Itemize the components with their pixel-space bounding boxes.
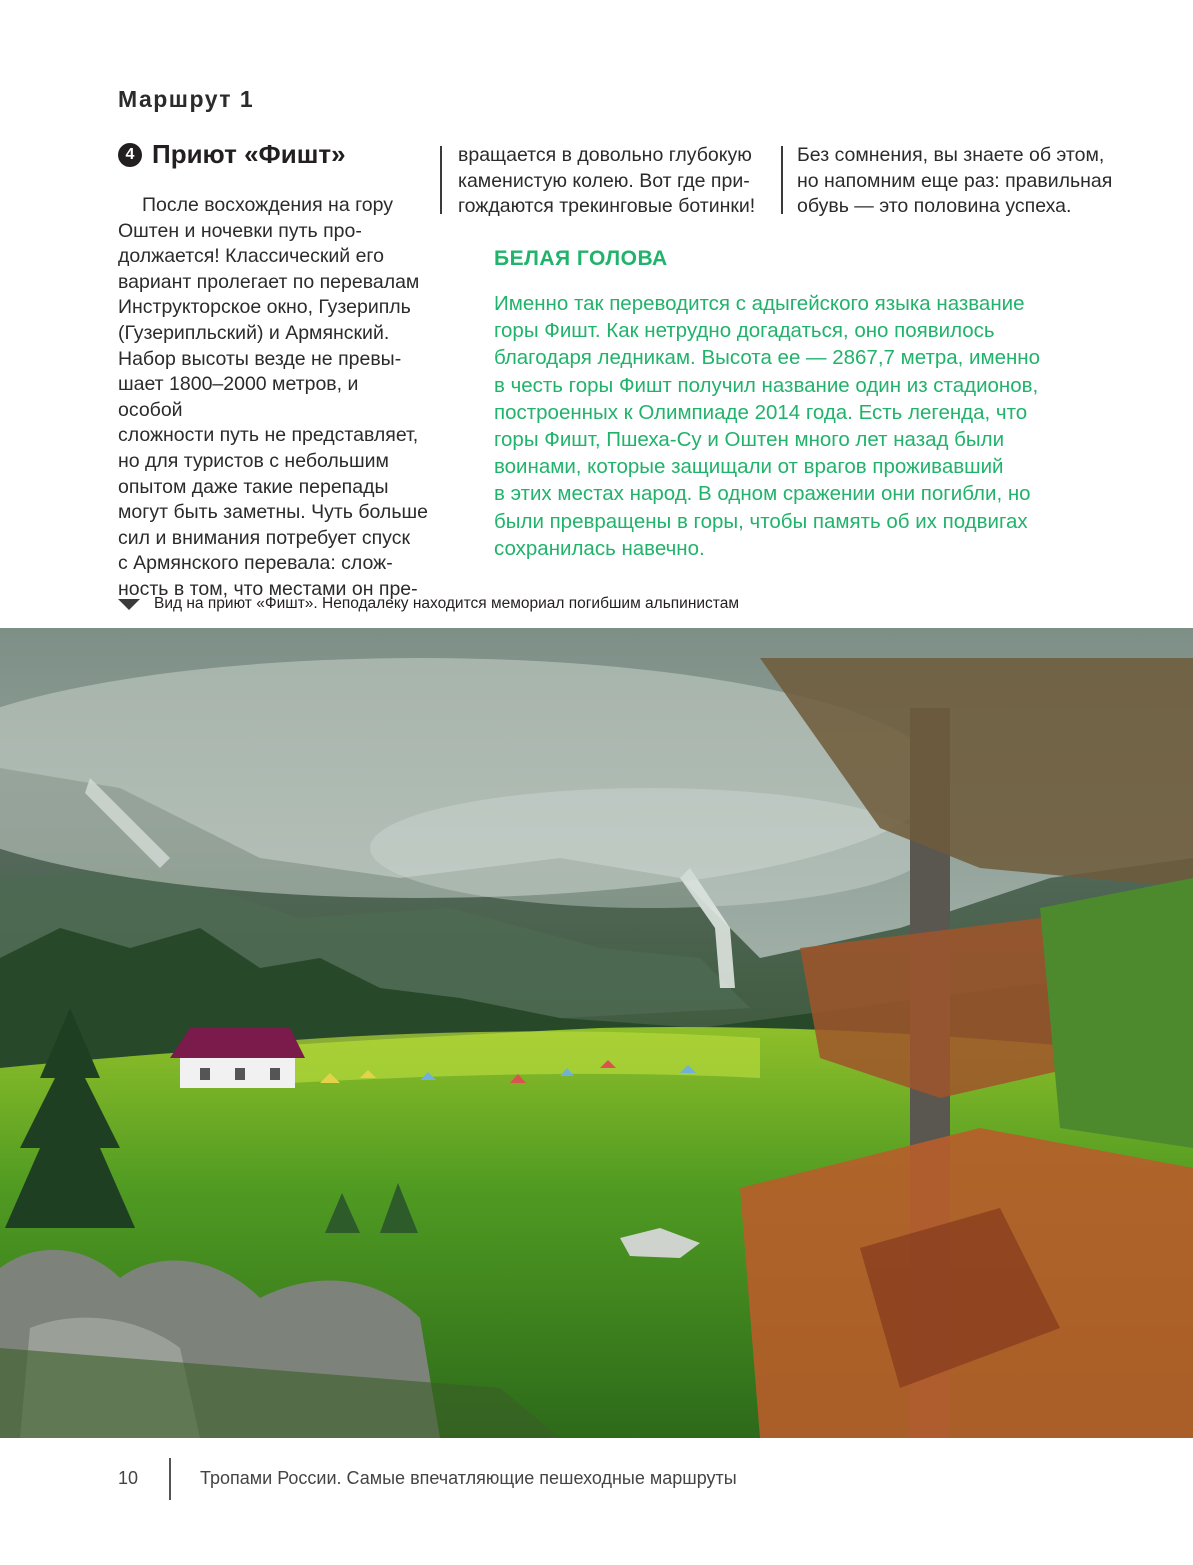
text-column-1	[118, 193, 428, 603]
column-1-paragraph: После восхождения на гору Оштен и ночевки путь про- должается! Классический его вариант пролегает по перевалам Инструкторское окно, Гузерипль (Гузерипльский) и Армянский. Набор высоты везде не превы- шает 1800–2000 метров, и особой сложности путь не представляет, но для туристов с небольшим опытом даже такие перепады могут быть заметны. Чуть больше сил и внимания потребует спуск с Армянского перевала: слож- ность в том, что местами он пре-	[118, 194, 428, 600]
column-3-paragraph: Без сомнения, вы знаете об этом, но напомним еще раз: правильная обувь — это половина успеха.	[797, 144, 1113, 218]
footer-divider	[169, 1458, 171, 1500]
photo-caption	[118, 595, 739, 613]
page-number: 10	[118, 1468, 139, 1488]
footer-book-title: Тропами России. Самые впечатляющие пешеходные маршруты	[200, 1468, 737, 1488]
photo-caption-text: Вид на приют «Фишт». Неподалеку находится мемориал погибшим альпинистам	[154, 595, 739, 612]
text-column-2	[458, 143, 768, 220]
sidebar-title: БЕЛАЯ ГОЛОВА	[494, 247, 668, 270]
caption-arrow-icon	[118, 599, 140, 610]
landscape-photo	[0, 628, 1193, 1438]
column-2-paragraph: вращается в довольно глубокую каменистую колею. Вот где при- гождаются трекинговые ботинки!	[458, 144, 756, 218]
column-divider-1	[440, 146, 442, 214]
sidebar-body: Именно так переводится с адыгейского языка название горы Фишт. Как нетрудно догадаться, оно появилось благодаря ледникам. Высота ее — 2867,7 метра, именно в честь горы Фишт получил название один из стадионов, построенных к Олимпиаде 2014 года. Есть легенда, что горы Фишт, Пшеха-Су и Оштен много лет назад были воинами, которые защищали от врагов проживавший в этих местах народ. В одном сражении они погибли, но были превращены в горы, чтобы память об их подвигах сохранилась навечно.	[494, 292, 1041, 560]
section-heading	[118, 139, 346, 170]
text-column-3	[797, 143, 1117, 220]
section-title: Приют «Фишт»	[152, 139, 346, 169]
column-divider-2	[781, 146, 783, 214]
route-label: Маршрут 1	[118, 86, 255, 112]
section-number-badge: 4	[118, 143, 142, 167]
